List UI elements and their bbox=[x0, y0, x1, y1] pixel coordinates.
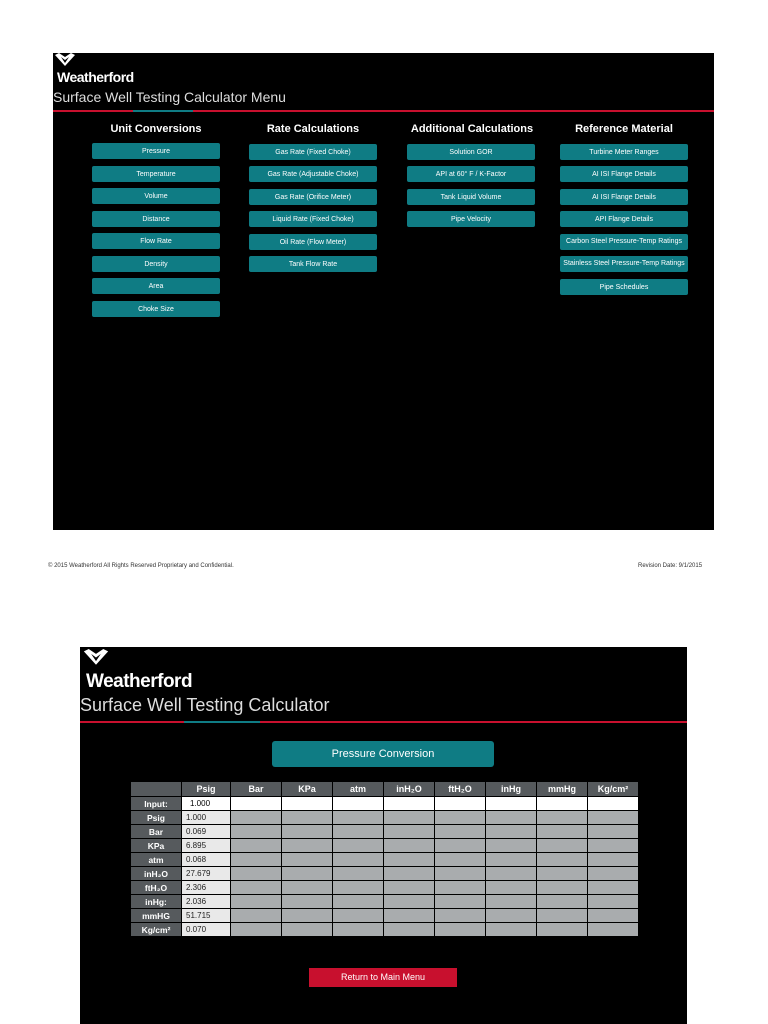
col-header: inHg bbox=[486, 782, 537, 797]
copyright-text: © 2015 Weatherford All Rights Reserved Proprietary and Confidential. bbox=[48, 563, 234, 569]
btn-api-flange-details[interactable]: API Flange Details bbox=[560, 211, 688, 227]
row-value: 0.069 bbox=[182, 825, 231, 839]
btn-solution-gor[interactable]: Solution GOR bbox=[407, 144, 535, 160]
col-header: Bar bbox=[231, 782, 282, 797]
btn-turbine-meter-ranges[interactable]: Turbine Meter Ranges bbox=[560, 144, 688, 160]
col-header: Kg/cm² bbox=[588, 782, 639, 797]
input-cell[interactable] bbox=[282, 797, 333, 811]
title-accent bbox=[133, 110, 193, 112]
col-header: KPa bbox=[282, 782, 333, 797]
weatherford-logo-icon bbox=[82, 649, 110, 666]
btn-oil-rate-flow-meter[interactable]: Oil Rate (Flow Meter) bbox=[249, 234, 377, 250]
brand-name: Weatherford bbox=[57, 69, 134, 85]
row-label: inH₂O bbox=[131, 867, 182, 881]
table-row bbox=[131, 881, 639, 895]
table-row bbox=[131, 825, 639, 839]
row-value: 1.000 bbox=[182, 811, 231, 825]
table-header-row bbox=[131, 782, 639, 797]
heading-reference-material: Reference Material bbox=[575, 123, 673, 135]
page-title: Surface Well Testing Calculator Menu bbox=[53, 89, 286, 105]
btn-api-k-factor[interactable]: API at 60° F / K-Factor bbox=[407, 166, 535, 182]
btn-flow-rate[interactable]: Flow Rate bbox=[92, 233, 220, 249]
input-field[interactable]: 1.000 bbox=[182, 797, 231, 811]
table-row bbox=[131, 853, 639, 867]
heading-additional-calculations: Additional Calculations bbox=[410, 123, 534, 135]
row-value: 0.068 bbox=[182, 853, 231, 867]
table-row bbox=[131, 895, 639, 909]
row-value: 6.895 bbox=[182, 839, 231, 853]
row-label: Psig bbox=[131, 811, 182, 825]
btn-gas-rate-fixed-choke[interactable]: Gas Rate (Fixed Choke) bbox=[249, 144, 377, 160]
btn-carbon-steel-ratings[interactable]: Carbon Steel Pressure-Temp Ratings bbox=[560, 234, 688, 250]
btn-density[interactable]: Density bbox=[92, 256, 220, 272]
btn-area[interactable]: Area bbox=[92, 278, 220, 294]
row-label: Kg/cm² bbox=[131, 923, 182, 937]
input-cell[interactable] bbox=[435, 797, 486, 811]
title-divider bbox=[80, 721, 687, 723]
btn-pipe-schedules[interactable]: Pipe Schedules bbox=[560, 279, 688, 295]
corner-cell bbox=[131, 782, 182, 797]
btn-ai-isi-flange-details-2[interactable]: AI ISI Flange Details bbox=[560, 189, 688, 205]
input-cell[interactable] bbox=[384, 797, 435, 811]
input-cell[interactable] bbox=[231, 797, 282, 811]
input-cell[interactable] bbox=[537, 797, 588, 811]
row-value: 27.679 bbox=[182, 867, 231, 881]
btn-stainless-steel-ratings[interactable]: Stainless Steel Pressure-Temp Ratings bbox=[560, 256, 688, 272]
btn-gas-rate-orifice-meter[interactable]: Gas Rate (Orifice Meter) bbox=[249, 189, 377, 205]
btn-choke-size[interactable]: Choke Size bbox=[92, 301, 220, 317]
calculator-panel bbox=[80, 647, 687, 1024]
input-cell[interactable] bbox=[588, 797, 639, 811]
btn-ai-isi-flange-details-1[interactable]: AI ISI Flange Details bbox=[560, 166, 688, 182]
brand-name: Weatherford bbox=[86, 671, 193, 692]
input-label: Input: bbox=[131, 797, 182, 811]
table-row bbox=[131, 839, 639, 853]
input-cell[interactable] bbox=[486, 797, 537, 811]
row-label: inHg: bbox=[131, 895, 182, 909]
menu-panel bbox=[53, 53, 714, 530]
btn-distance[interactable]: Distance bbox=[92, 211, 220, 227]
return-main-menu-button[interactable]: Return to Main Menu bbox=[309, 968, 457, 987]
pressure-conversion-button[interactable]: Pressure Conversion bbox=[272, 741, 494, 767]
row-value: 0.070 bbox=[182, 923, 231, 937]
col-header: Psig bbox=[182, 782, 231, 797]
input-cell[interactable] bbox=[333, 797, 384, 811]
revision-date: Revision Date: 9/1/2015 bbox=[638, 563, 703, 569]
col-header: mmHg bbox=[537, 782, 588, 797]
input-row bbox=[131, 797, 639, 811]
row-value: 2.306 bbox=[182, 881, 231, 895]
heading-unit-conversions: Unit Conversions bbox=[110, 123, 202, 135]
row-label: ftH₂O bbox=[131, 881, 182, 895]
pressure-table bbox=[130, 781, 639, 937]
page-title: Surface Well Testing Calculator bbox=[80, 695, 330, 715]
col-header: atm bbox=[333, 782, 384, 797]
row-label: atm bbox=[131, 853, 182, 867]
title-accent bbox=[184, 721, 260, 723]
btn-pipe-velocity[interactable]: Pipe Velocity bbox=[407, 211, 535, 227]
btn-liquid-rate-fixed-choke[interactable]: Liquid Rate (Fixed Choke) bbox=[249, 211, 377, 227]
weatherford-logo-icon bbox=[54, 53, 76, 67]
btn-gas-rate-adjustable-choke[interactable]: Gas Rate (Adjustable Choke) bbox=[249, 166, 377, 182]
btn-volume[interactable]: Volume bbox=[92, 188, 220, 204]
row-label: mmHG bbox=[131, 909, 182, 923]
btn-temperature[interactable]: Temperature bbox=[92, 166, 220, 182]
row-label: KPa bbox=[131, 839, 182, 853]
btn-tank-flow-rate[interactable]: Tank Flow Rate bbox=[249, 256, 377, 272]
col-header: inH₂O bbox=[384, 782, 435, 797]
table-row bbox=[131, 867, 639, 881]
row-label: Bar bbox=[131, 825, 182, 839]
btn-pressure[interactable]: Pressure bbox=[92, 143, 220, 159]
table-row bbox=[131, 811, 639, 825]
row-value: 51.715 bbox=[182, 909, 231, 923]
table-row bbox=[131, 923, 639, 937]
col-header: ftH₂O bbox=[435, 782, 486, 797]
row-value: 2.036 bbox=[182, 895, 231, 909]
heading-rate-calculations: Rate Calculations bbox=[266, 123, 360, 135]
table-row bbox=[131, 909, 639, 923]
btn-tank-liquid-volume[interactable]: Tank Liquid Volume bbox=[407, 189, 535, 205]
